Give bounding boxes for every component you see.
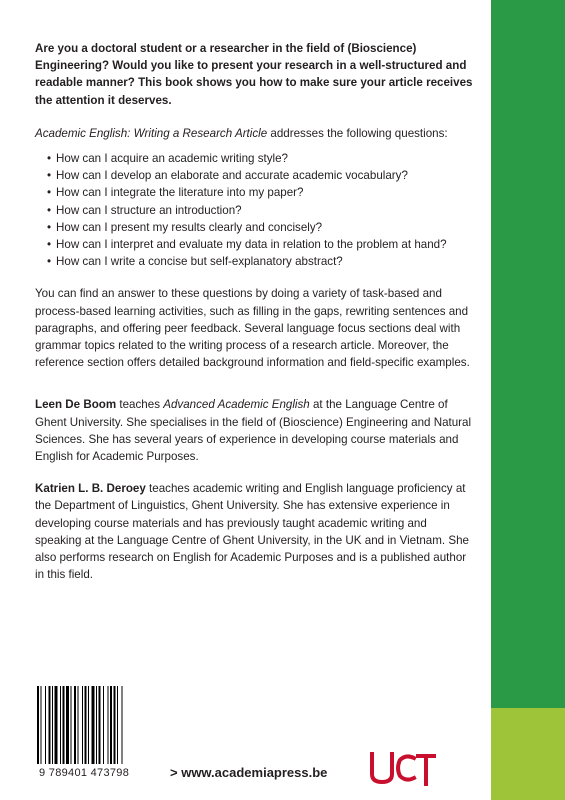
list-item: • How can I integrate the literature into my paper?	[47, 184, 475, 201]
answer-paragraph: You can find an answer to these questions by doing a variety of task-based and process-based learning activities, such as filling in the gaps, rewriting sentences and paragraphs, and offering peer feedback. Several language focus sections deal with grammar topics related to the writing process of a research article. Moreover, the reference section offers detailed background information and field-specific examples.	[35, 287, 470, 370]
publisher-website[interactable]: > www.academiapress.be	[170, 765, 328, 780]
list-item: • How can I acquire an academic writing style?	[47, 150, 475, 167]
back-cover-text	[35, 40, 475, 598]
lime-side-stripe	[491, 708, 565, 800]
author1-bio	[35, 396, 475, 465]
author1-course: Advanced Academic English	[163, 398, 310, 412]
publisher-logo-icon	[366, 746, 436, 788]
questions-lead-rest: addresses the following questions:	[267, 126, 448, 140]
author1-text-rest: at the Language Centre of Ghent University. She specialises in the field of (Bioscience) Engineering and Natural Sciences. She has several years of experience in developing course materials and English for Academic Purposes.	[35, 398, 472, 464]
author1-name: Leen De Boom	[35, 398, 117, 412]
book-title: Academic English: Writing a Research Article	[35, 126, 268, 140]
author2-bio	[35, 480, 475, 583]
intro-paragraph: Are you a doctoral student or a researcher in the field of (Bioscience) Engineering? Would you like to present your research in a well-structured and readable manner? This book shows you how to make sure your article receives the attention it deserves.	[35, 42, 473, 107]
question-list	[35, 150, 475, 270]
list-item: • How can I write a concise but self-explanatory abstract?	[47, 253, 475, 270]
author2-name: Katrien L. B. Deroey	[35, 482, 146, 496]
isbn-number: 9 789401 473798	[39, 767, 130, 779]
green-side-stripe	[491, 0, 565, 708]
author1-text: teaches	[116, 398, 164, 412]
questions-lead	[35, 125, 475, 142]
list-item: • How can I present my results clearly and concisely?	[47, 219, 475, 236]
list-item: • How can I structure an introduction?	[47, 202, 475, 219]
list-item: • How can I develop an elaborate and accurate academic vocabulary?	[47, 167, 475, 184]
list-item: • How can I interpret and evaluate my data in relation to the problem at hand?	[47, 236, 475, 253]
barcode	[33, 686, 165, 766]
author2-text: teaches academic writing and English language proficiency at the Department of Linguistics, Ghent University. She has extensive experience in developing course materials and has previously taught academic writing and speaking at the Language Centre of Ghent University, in the UK and in Vietnam. She also performs research on English for Academic Purposes and is a published author in this field.	[35, 482, 469, 582]
